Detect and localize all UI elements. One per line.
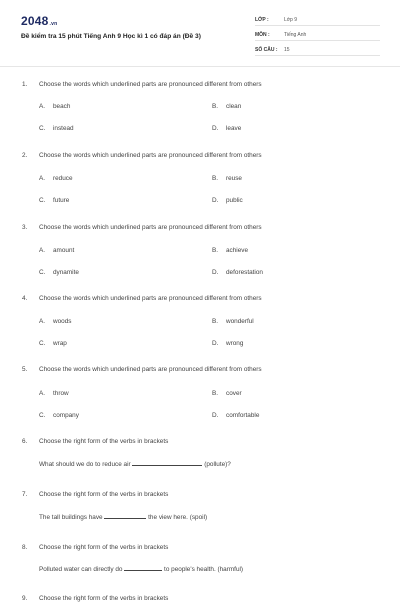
question-text: Choose the right form of the verbs in brackets	[39, 491, 169, 498]
document-title: Đề kiểm tra 15 phút Tiếng Anh 9 Học kì 1 có đáp án (Đề 3)	[21, 33, 201, 40]
fill-in-sentence: Polluted water can directly do to people's health. (harmful)	[39, 566, 244, 573]
option-a[interactable]: A. throw	[39, 390, 69, 397]
option-b[interactable]: B. reuse	[212, 175, 242, 182]
option-d[interactable]: D. deforestation	[212, 269, 263, 276]
question-number: 5.	[22, 366, 28, 373]
option-c[interactable]: C. instead	[39, 125, 74, 132]
question-number: 3.	[22, 224, 28, 231]
meta-label: MÔN :	[255, 32, 270, 38]
fill-in-sentence: What should we do to reduce air (pollute)?	[39, 461, 231, 468]
meta-value: Tiếng Anh	[284, 32, 307, 38]
option-b[interactable]: B. wonderful	[212, 318, 254, 325]
meta-subject-row	[255, 29, 380, 41]
option-d[interactable]: D. comfortable	[212, 412, 260, 419]
answer-blank[interactable]	[104, 512, 146, 519]
question-text: Choose the words which underlined parts are pronounced different from others	[39, 224, 262, 231]
question-text: Choose the right form of the verbs in brackets	[39, 544, 169, 551]
option-c[interactable]: C. future	[39, 197, 70, 204]
site-logo[interactable]: 2048.vn	[21, 14, 58, 28]
question-text: Choose the words which underlined parts are pronounced different from others	[39, 81, 262, 88]
answer-blank[interactable]	[124, 564, 162, 571]
question-number: 9.	[22, 595, 28, 602]
question-number: 8.	[22, 544, 28, 551]
option-a[interactable]: A. woods	[39, 318, 72, 325]
meta-value: Lớp 9	[284, 17, 298, 23]
option-d[interactable]: D. leave	[212, 125, 242, 132]
question-text: Choose the words which underlined parts are pronounced different from others	[39, 152, 262, 159]
question-number: 1.	[22, 81, 28, 88]
option-c[interactable]: C. wrap	[39, 340, 67, 347]
meta-label: LỚP :	[255, 17, 269, 23]
meta-value: 15	[284, 47, 290, 53]
document-header	[0, 0, 400, 60]
option-a[interactable]: A. beach	[39, 103, 71, 110]
question-number: 6.	[22, 438, 28, 445]
question-text: Choose the right form of the verbs in brackets	[39, 438, 169, 445]
question-number: 4.	[22, 295, 28, 302]
option-d[interactable]: D. wrong	[212, 340, 244, 347]
meta-label: SỐ CÂU :	[255, 47, 278, 53]
option-b[interactable]: B. clean	[212, 103, 242, 110]
option-b[interactable]: B. cover	[212, 390, 242, 397]
option-a[interactable]: A. amount	[39, 247, 75, 254]
header-divider	[0, 66, 400, 67]
option-c[interactable]: C. dynamite	[39, 269, 79, 276]
question-text: Choose the words which underlined parts are pronounced different from others	[39, 295, 262, 302]
question-text: Choose the right form of the verbs in brackets	[39, 595, 169, 602]
question-number: 7.	[22, 491, 28, 498]
question-number: 2.	[22, 152, 28, 159]
option-d[interactable]: D. public	[212, 197, 243, 204]
option-b[interactable]: B. achieve	[212, 247, 249, 254]
option-c[interactable]: C. company	[39, 412, 79, 419]
question-text: Choose the words which underlined parts are pronounced different from others	[39, 366, 262, 373]
fill-in-sentence: The tall buildings have the view here. (spoil)	[39, 514, 208, 521]
meta-class-row	[255, 14, 380, 26]
option-a[interactable]: A. reduce	[39, 175, 73, 182]
meta-count-row	[255, 44, 380, 56]
answer-blank[interactable]	[132, 459, 202, 466]
